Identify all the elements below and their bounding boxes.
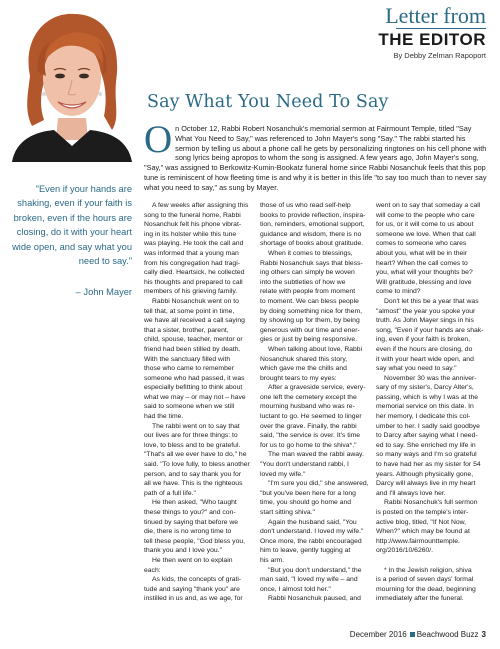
footnote: * In the Jewish religion, shiva is a period of seven days' formal mourning for the dead, beginning immediately after the funeral. — [376, 566, 476, 603]
pull-quote: "Even if your hands are shaking, even if your faith is broken, even if the hours are closing, do it with your heart wide open, and say what you need to say." — [12, 184, 132, 267]
paragraph: He then asked, "Who taught these things to you?" and con- tinued by saying that before we die, there is no wrong time to tell these people, "God bless you, thank you and I love you." — [144, 499, 246, 555]
paragraph: "But you don't understand," the man said, "I loved my wife – and once, I almost told her." — [260, 566, 362, 593]
paragraph: The rabbi went on to say that our lives are for three things: to love, to bless and to be grateful. "That's all we ever have to do," he said. "To love fully, to bless another person, and to say thank you for all we have. This is the righteous path of a full life." — [144, 422, 250, 497]
column-header — [378, 3, 486, 60]
intro-text: n October 12, Rabbi Robert Nosanchuk's memorial sermon at Fairmount Temple, titled "Say What You Need to Say," was referenced to John Mayer's song "Say." The rabbi started his sermon by telling us about a phone call he gets by personalizing ringtones on his cell phone with song lyrics being apropos to whom the song is assigned. A few years ago, John Mayer's song, "Say," was assigned to Berkowitz-Kumin-Bookatz funeral home since Rabbi Nosanchuk feels that this pop tune is reminiscent of how fleeting time is and why it is better in this life "to say too much than to never say what you need to say," as sung by Mayer. — [144, 124, 487, 192]
header-rule — [396, 28, 486, 29]
paragraph: When talking about love, Rabbi Nosanchuk shared this story, which gave me the chills and brought tears to my eyes: — [260, 345, 363, 382]
body-column-1 — [144, 201, 254, 604]
paragraph: Again the husband said, "You don't understand. I loved my wife." Once more, the rabbi encouraged him to leave, gently tugging at his arm. — [260, 518, 364, 564]
paragraph: A few weeks after assigning this song to the funeral home, Rabbi Nosanchuk felt his phone vibrat- ing in its holster while this tune was playing. He took the call and was informed that a young man from his congregation had tragi- cally died. Heartsick, he collected his thoughts and prepared to call members of his grieving family. — [144, 202, 249, 296]
paragraph: As kids, the concepts of grati- tude and saying "thank you" are instilled in us and, as we age, for — [144, 576, 243, 603]
drop-cap: O — [144, 118, 173, 161]
header-title: THE EDITOR — [378, 30, 486, 49]
paragraph: "I'm sure you did," she answered, "but you've been here for a long time, you should go home and start sitting shiva." — [260, 480, 369, 516]
page-number: 3 — [481, 630, 486, 639]
paragraph: Rabbi Nosanchuk paused, and — [268, 595, 361, 603]
editor-photo — [8, 6, 134, 162]
paragraph: went on to say that someday a call will come to the people who care for us, or it will come to us about someone we love. When that call comes to someone who cares about you, what will be in their heart? When the call comes to you, what will your thoughts be? Will gratitude, blessing and love come to mind? — [376, 202, 481, 296]
intro-paragraph — [144, 118, 488, 193]
paragraph: Rabbi Nosanchuk's full sermon is posted on the temple's inter- active blog, titled, "If Not Now, When?" which may be found at http://www.fairmounttemple. org/2016/10/6260/. — [376, 499, 478, 555]
paragraph: After a graveside service, every- one left the cemetery except the mourning husband who was re- luctant to go. He seemed to linger over the grave. Finally, the rabbi said, "the service is over. It's time for us to go home to the shiva*." — [260, 384, 366, 449]
page-footer — [350, 630, 486, 639]
header-kicker: Letter from — [385, 3, 486, 28]
paragraph: November 30 was the anniver- sary of my sister's, Darcy Alter's, passing, which is why I was at the memorial service on this date. In her memory, I dedicate this col- umber to her. I sadly said goodbye to Darcy after saying what I need- ed to say. She enriched my life in so many ways and I'm so grateful to have had her as my sister for 54 years. Although physically gone, Darcy will always live in my heart and I'll always love her. — [376, 374, 481, 497]
footer-date: December 2016 — [349, 630, 407, 639]
paragraph: He then went on to explain each: — [144, 556, 233, 574]
body-column-3 — [376, 201, 486, 604]
paragraph: those of us who read self-help books to provide reflection, inspira- tion, reminders, emotional support, guidance and wisdom, there is no shortage of books about gratitude. — [260, 202, 366, 248]
byline: By Debby Zelman Rapoport — [393, 51, 486, 60]
square-bullet-icon — [410, 632, 415, 637]
paragraph: Rabbi Nosanchuk went on to tell that, at some point in time, we have all received a call saying that a sister, brother, parent, child, spouse, teacher, mentor or friend had been stilled by death. With the sanctuary filled with those who came to remember someone who had passed, it was especially befitting to think about what we may – or may not – have said to someone when we still had the time. — [144, 297, 246, 421]
body-column-2 — [260, 201, 370, 604]
pull-quote-attribution: – John Mayer — [75, 287, 132, 297]
editor-portrait-image — [8, 6, 134, 162]
footer-publication: Beachwood Buzz — [416, 630, 479, 639]
paragraph: The man waved the rabbi away. "You don't understand rabbi, I loved my wife." — [260, 451, 364, 478]
paragraph: Don't let this be a year that was "almost" the year you spoke your truth. As John Mayer sings in his song, "Even if your hands are shak- ing, even if your faith is broken, even if the hours are closing, do it with your heart wide open, and say what you need to say." — [376, 297, 484, 373]
article-headline: Say What You Need To Say — [147, 92, 389, 112]
spacer — [376, 556, 486, 566]
paragraph: When it comes to blessings, Rabbi Nosanchuk says that bless- ing others can simply be woven into the subtleties of how we relate with people from moment to moment. We can bless people by doing something nice for them, by showing up for them, by being generous with our time and ener- gies or just by being responsive. — [260, 249, 363, 344]
